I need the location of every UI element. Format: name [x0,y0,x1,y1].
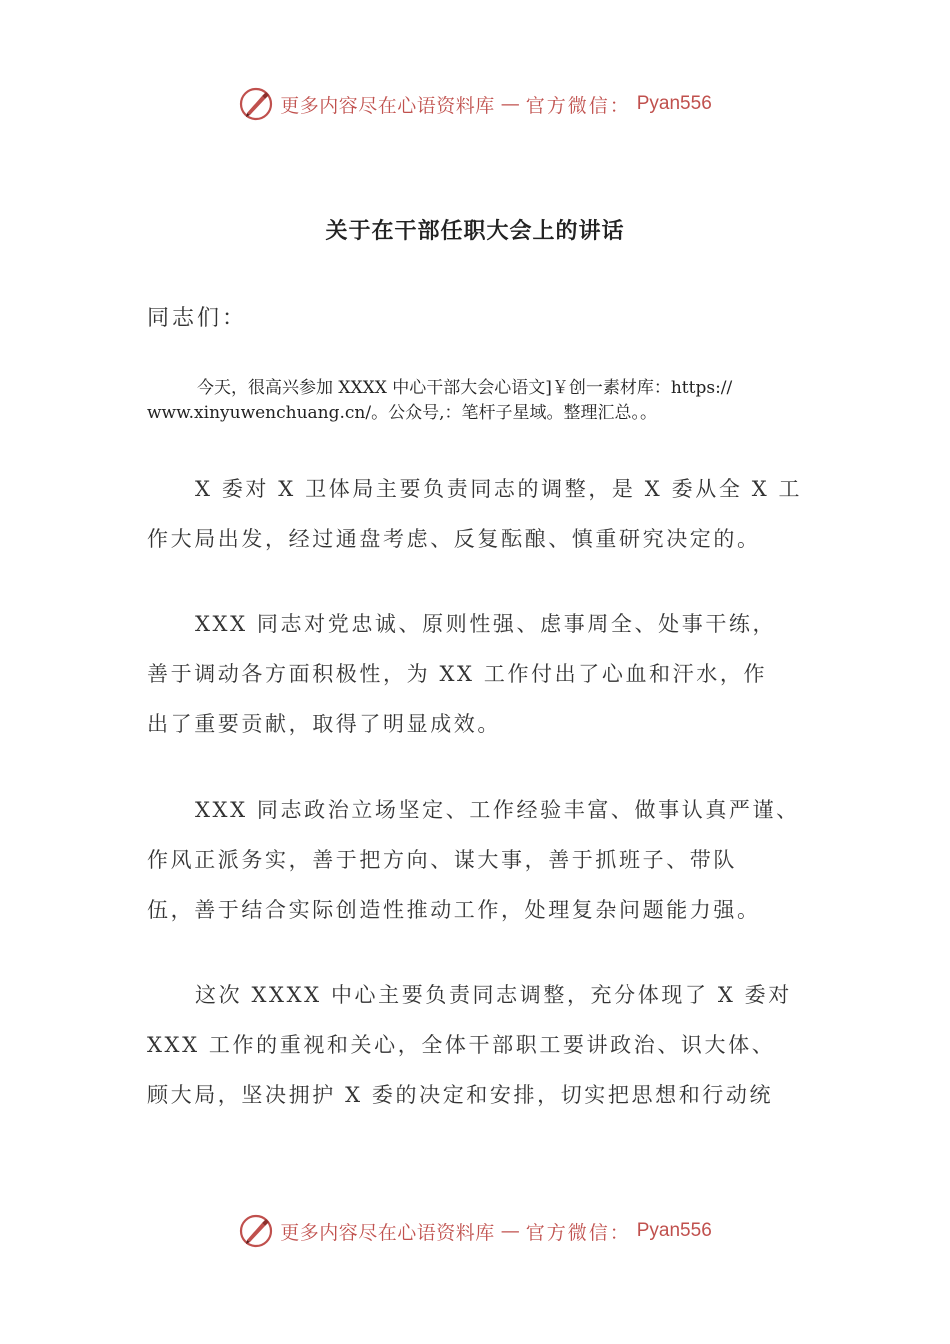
salutation: 同志们： [147,306,248,331]
paragraph-line: 作大局出发，经过通盘考虑、反复酝酿、慎重研究决定的。 [147,527,761,551]
body-paragraph-4 [147,970,827,1120]
intro-line: www.xinyuwenchuang.cn/。公众号,：笔杆子星域。整理汇总。。 [147,403,658,423]
document-title: 关于在干部任职大会上的讲话 [325,219,625,244]
paragraph-line: XXX 工作的重视和关心，全体干部职工要讲政治、识大体、 [147,1033,776,1057]
paragraph-line: XXX 同志对党忠诚、原则性强、虑事周全、处事干练， [195,612,777,636]
pen-logo-icon [238,86,274,122]
paragraph-line: XXX 同志政治立场坚定、工作经验丰富、做事认真严谨、 [195,798,800,822]
paragraph-line: 作风正派务实，善于把方向、谋大事，善于抓班子、带队 [147,848,737,872]
pen-logo-icon [238,1213,274,1249]
paragraph-line: X 委对 X 卫体局主要负责同志的调整，是 X 委从全 X 工 [195,477,803,501]
banner-contact-label: 官方微信： [525,1221,631,1244]
intro-line: 今天，很高兴参加 XXXX 中心干部大会心语文]￥创一素材库：https:// [197,378,733,398]
banner-text: 更多内容尽在心语资料库 [280,1221,495,1244]
paragraph-line: 这次 XXXX 中心主要负责同志调整，充分体现了 X 委对 [195,983,792,1007]
paragraph-line: 伍，善于结合实际创造性推动工作，处理复杂问题能力强。 [147,898,761,922]
banner-contact-id: Pyan556 [636,1220,712,1241]
intro-paragraph [147,376,787,426]
footer-watermark-banner [0,1211,950,1251]
body-paragraph-2 [147,599,827,749]
banner-contact-label: 官方微信： [525,94,631,117]
paragraph-line: 善于调动各方面积极性，为 XX 工作付出了心血和汗水，作 [147,662,768,686]
banner-dash: — [500,93,520,115]
body-paragraph-3 [147,785,827,935]
banner-dash: — [500,1220,520,1242]
body-paragraph-1 [147,464,827,564]
banner-text: 更多内容尽在心语资料库 [280,94,495,117]
header-watermark-banner [0,84,950,124]
banner-contact-id: Pyan556 [636,93,712,114]
paragraph-line: 出了重要贡献，取得了明显成效。 [147,712,501,736]
paragraph-line: 顾大局，坚决拥护 X 委的决定和安排，切实把思想和行动统 [147,1083,774,1107]
